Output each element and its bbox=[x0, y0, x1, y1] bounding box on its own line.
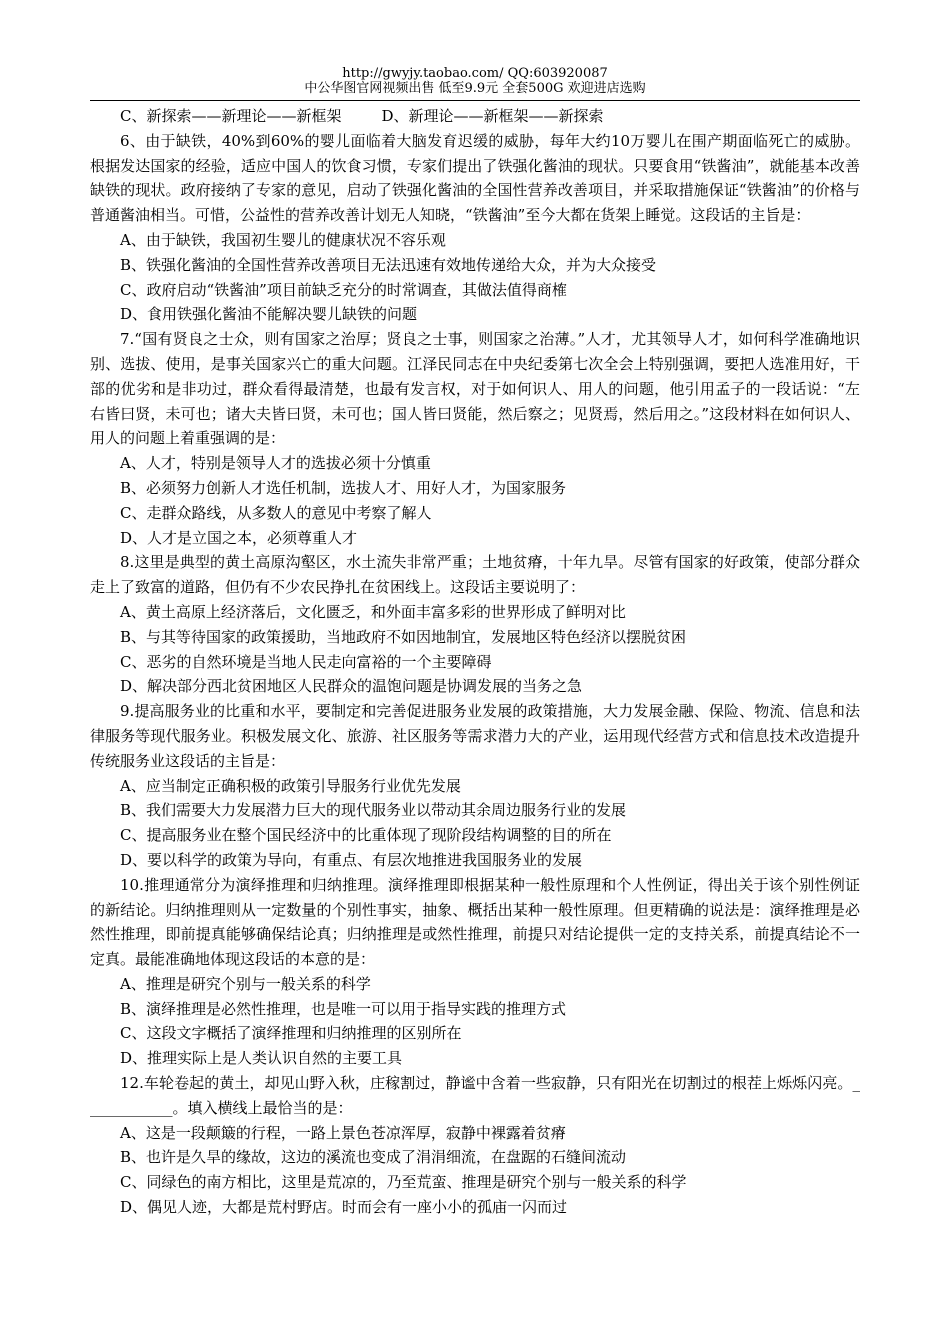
option-c: C、这段文字概括了演绎推理和归纳推理的区别所在 bbox=[120, 1024, 462, 1043]
question-stem: 7.“国有贤良之士众，则有国家之治厚；贤良之士事，则国家之治薄。”人才，尤其领导人才，如何科学准确地识别、选拔、使用，是事关国家兴亡的重大问题。江泽民同志在中央纪委第七次全会上特别强调，要把人选准用好，干部的优劣和是非功过，群众看得最清楚，也最有发言权，对于如何识人、用人的问题，他引用孟子的一段话说：“左右皆曰贤，未可也；诸大夫皆曰贤，未可也；国人皆曰贤能，然后察之；见贤焉，然后用之。”这段材料在如何识人、用人的问题上着重强调的是： bbox=[90, 330, 860, 448]
option-a: A、黄土高原上经济落后，文化匮乏，和外面丰富多彩的世界形成了鲜明对比 bbox=[120, 602, 626, 621]
question-block bbox=[90, 129, 860, 327]
question-stem: 10.推理通常分为演绎推理和归纳推理。演绎推理即根据某种一般性原理和个人性例证，得出关于该个别性例证的新结论。归纳推理则从一定数量的个别性事实，抽象、概括出某种一般性原理。但更精确的说法是：演绎推理是必然性推理，即前提真能够确保结论真；归纳推理是或然性推理，前提只对结论提供一定的支持关系，前提真结论不一定真。最能准确地体现这段话的本意的是： bbox=[90, 875, 860, 969]
option-b: B、也许是久旱的缘故，这边的溪流也变成了涓涓细流，在盘踞的石缝间流动 bbox=[120, 1148, 627, 1167]
question-block bbox=[90, 1071, 860, 1220]
option-c: C、政府启动“铁酱油”项目前缺乏充分的时常调查，其做法值得商榷 bbox=[120, 280, 567, 299]
question-stem: 9.提高服务业的比重和水平，要制定和完善促进服务业发展的政策措施，大力发展金融、保险、物流、信息和法律服务等现代服务业。积极发展文化、旅游、社区服务等需求潜力大的产业，运用现代经营方式和信息技术改造提升传统服务业这段话的主旨是： bbox=[90, 702, 860, 770]
option-c: C、走群众路线，从多数人的意见中考察了解人 bbox=[120, 503, 432, 522]
question-block bbox=[90, 699, 860, 873]
question-stem: 6、由于缺铁，40%到60%的婴儿面临着大脑发育迟缓的威胁，每年大约10万婴儿在围产期面临死亡的威胁。根据发达国家的经验，适应中国人的饮食习惯，专家们提出了铁强化酱油的现状。只要食用“铁酱油”，就能基本改善缺铁的现状。政府接纳了专家的意见，启动了铁强化酱油的全国性营养改善项目，并采取措施保证“铁酱油”的价格与普通酱油相当。可惜，公益性的营养改善计划无人知晓，“铁酱油”至今大都在货架上睡觉。这段话的主旨是： bbox=[90, 131, 860, 225]
option-b: B、演绎推理是必然性推理，也是唯一可以用于指导实践的推理方式 bbox=[120, 999, 567, 1018]
header-url-line: http://gwyjy.taobao.com/ QQ:603920087 bbox=[342, 66, 608, 81]
option-d: D、解决部分西北贫困地区人民群众的温饱问题是协调发展的当务之急 bbox=[120, 677, 583, 696]
option-d: D、人才是立国之本，必须尊重人才 bbox=[120, 528, 358, 547]
option-c: C、恶劣的自然环境是当地人民走向富裕的一个主要障碍 bbox=[120, 652, 492, 671]
question-block bbox=[90, 873, 860, 1071]
option-c: C、同绿色的南方相比，这里是荒凉的，乃至荒蛮、推理是研究个别与一般关系的科学 bbox=[120, 1173, 687, 1192]
carryover-options bbox=[90, 104, 860, 129]
option-a: A、这是一段颠簸的行程，一路上景色苍凉浑厚，寂静中裸露着贫瘠 bbox=[120, 1123, 566, 1142]
question-stem: 8.这里是典型的黄土高原沟壑区，水土流失非常严重；土地贫瘠，十年九旱。尽管有国家的好政策，使部分群众走上了致富的道路，但仍有不少农民挣扎在贫困线上。这段话主要说明了： bbox=[90, 553, 860, 597]
question-stem: 12.车轮卷起的黄土，却见山野入秋，庄稼割过，静谧中含着一些寂静，只有阳光在切割过的根茬上烁烁闪亮。____________。填入横线上最恰当的是： bbox=[90, 1074, 860, 1117]
option-b: B、我们需要大力发展潜力巨大的现代服务业以带动其余周边服务行业的发展 bbox=[120, 801, 627, 820]
option-d: D、偶见人迹，大都是荒村野店。时而会有一座小小的孤庙一闪而过 bbox=[120, 1198, 568, 1217]
page-header bbox=[90, 66, 860, 96]
document-body bbox=[90, 104, 860, 1220]
question-block bbox=[90, 327, 860, 550]
option-a: A、推理是研究个别与一般关系的科学 bbox=[120, 974, 371, 993]
option-b: B、铁强化酱油的全国性营养改善项目无法迅速有效地传递给大众，并为大众接受 bbox=[120, 255, 657, 274]
option-a: A、由于缺铁，我国初生婴儿的健康状况不容乐观 bbox=[120, 230, 446, 249]
option-b: B、必须努力创新人才选任机制，选拔人才、用好人才，为国家服务 bbox=[120, 478, 567, 497]
option-d: D、推理实际上是人类认识自然的主要工具 bbox=[120, 1049, 403, 1068]
header-divider bbox=[90, 100, 860, 101]
question-block bbox=[90, 550, 860, 699]
option-c: C、提高服务业在整个国民经济中的比重体现了现阶段结构调整的目的所在 bbox=[120, 826, 612, 845]
option-d: D、新理论——新框架——新探索 bbox=[381, 107, 604, 125]
option-b: B、与其等待国家的政策援助，当地政府不如因地制宜，发展地区特色经济以摆脱贫困 bbox=[120, 627, 687, 646]
option-c: C、新探索——新理论——新框架 bbox=[120, 107, 342, 125]
option-a: A、应当制定正确积极的政策引导服务行业优先发展 bbox=[120, 776, 461, 795]
option-d: D、要以科学的政策为导向，有重点、有层次地推进我国服务业的发展 bbox=[120, 850, 583, 869]
option-d: D、食用铁强化酱油不能解决婴儿缺铁的问题 bbox=[120, 305, 418, 324]
option-a: A、人才，特别是领导人才的选拔必须十分慎重 bbox=[120, 454, 431, 473]
header-promo-line: 中公华图官网视频出售 低至9.9元 全套500G 欢迎进店选购 bbox=[304, 81, 646, 96]
